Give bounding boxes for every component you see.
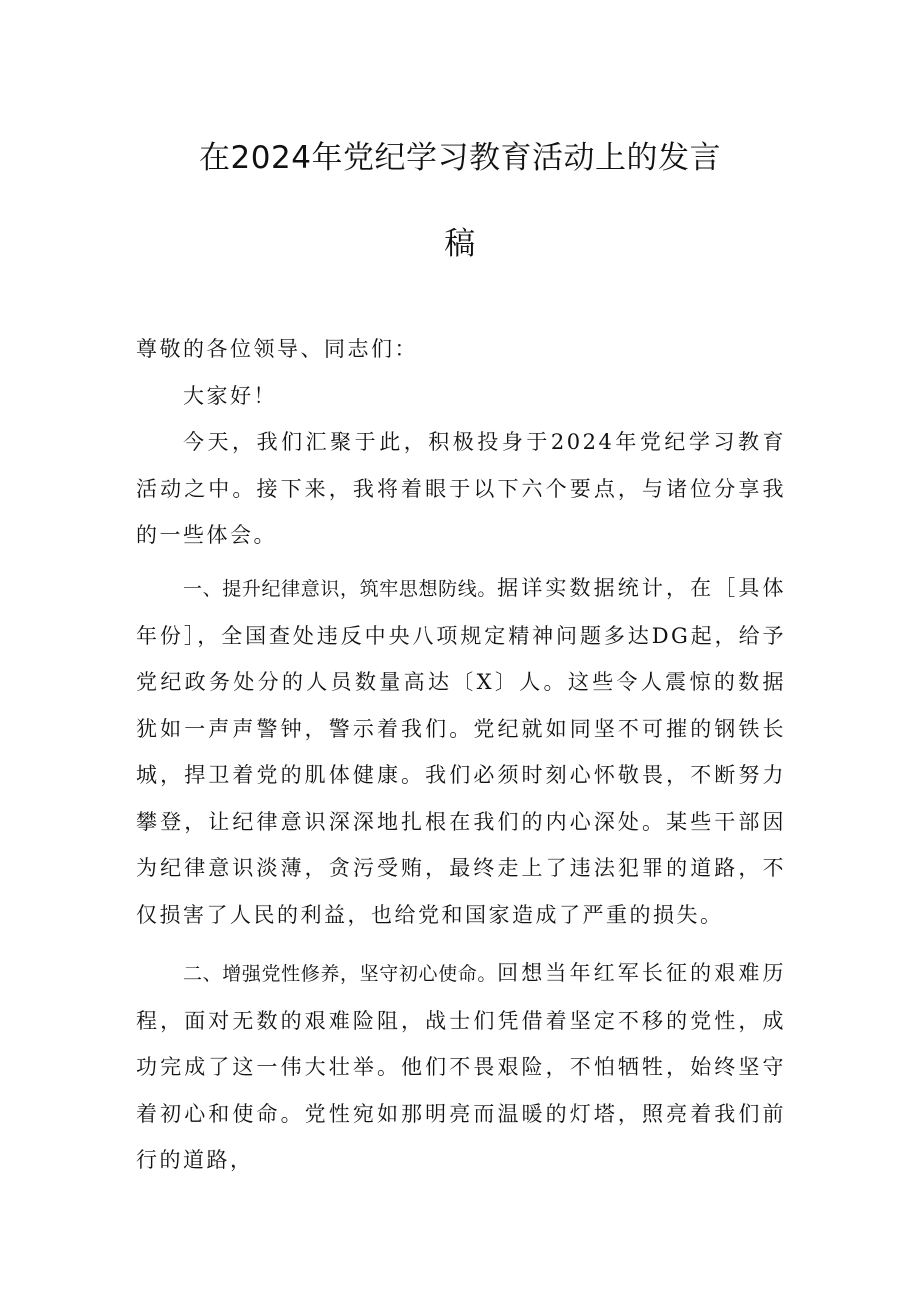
document-title-line2: 稿: [444, 226, 476, 262]
salutation: 尊敬的各位领导、同志们：: [136, 337, 418, 361]
document-title-line1: 在2024年党纪学习教育活动上的发言: [199, 140, 721, 176]
greeting: 大家好！: [183, 384, 277, 408]
section-1-heading: 一、提升纪律意识，筑牢思想防线。: [183, 578, 498, 600]
section-1-paragraph: [136, 565, 786, 938]
section-2-paragraph: [136, 950, 786, 1184]
section-1-text: 据详实数据统计，在［具体年份］，全国查处违反中央八项规定精神问题多达DG起，给予党纪政务处分的人员数量高达〔X〕人。这些令人震惊的数据犹如一声声警钟，警示着我们。党纪就如同坚不可摧的钢铁长城，捍卫着党的肌体健康。我们必须时刻心怀敬畏，不断努力攀登，让纪律意识深深地扎根在我们的内心深处。某些干部因为纪律意识淡薄，贪污受贿，最终走上了违法犯罪的道路，不仅损害了人民的利益，也给党和国家造成了严重的损失。: [136, 576, 786, 927]
section-2-heading: 二、增强党性修养，坚守初心使命。: [183, 963, 498, 985]
section-2-text: 回想当年红军长征的艰难历程，面对无数的艰难险阻，战士们凭借着坚定不移的党性，成功完成了这一伟大壮举。他们不畏艰险，不怕牺牲，始终坚守着初心和使命。党性宛如那明亮而温暖的灯塔，照亮着我们前行的道路，: [136, 961, 786, 1172]
intro-paragraph: 今天，我们汇聚于此，积极投身于2024年党纪学习教育活动之中。接下来，我将着眼于以下六个要点，与诸位分享我的一些体会。: [136, 430, 786, 547]
